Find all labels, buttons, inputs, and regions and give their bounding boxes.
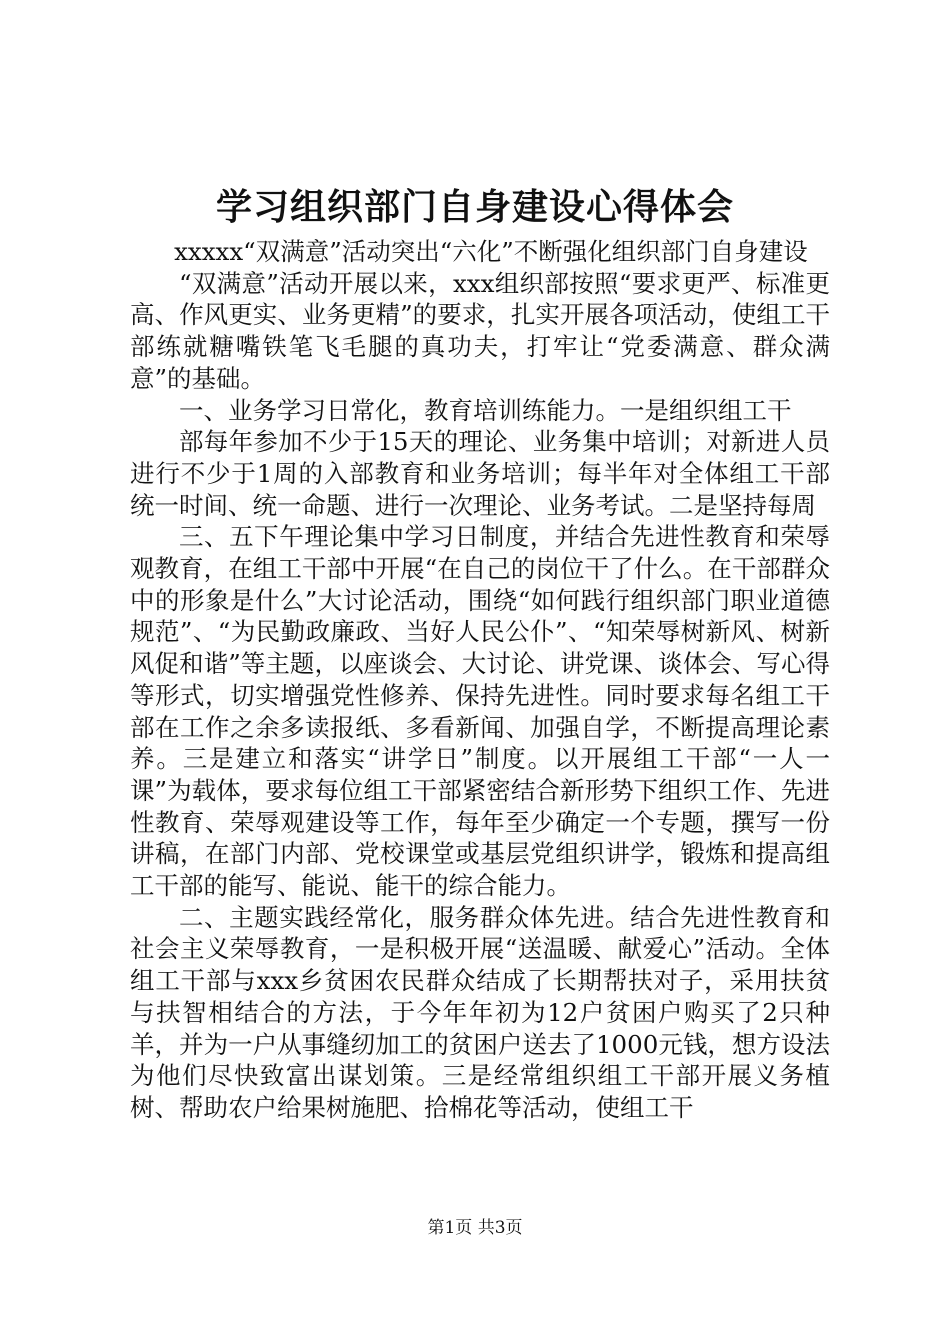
paragraph-section-1-heading: 一、业务学习日常化，教育培训练能力。一是组织组工干 xyxy=(179,395,792,425)
paragraph-study-system: 三、五下午理论集中学习日制度，并结合先进性教育和荣辱观教育，在组工干部中开展“在自己的岗位干了什么。在干部群众中的形象是什么”大讨论活动，围绕“如何践行组织部门职业道德规范”、“为民勤政廉政、当好人民公仆”、“知荣辱树新风、树新风促和谐”等主题，以座谈会、大讨论、讲党课、谈体会、写心得等形式，切实增强党性修养、保持先进性。同时要求每名组工干部在工作之余多读报纸、多看新闻、加强自学，不断提高理论素养。三是建立和落实“讲学日”制度。以开展组工干部“一人一课”为载体，要求每位组工干部紧密结合新形势下组织工作、先进性教育、荣辱观建设等工作，每年至少确定一个专题，撰写一份讲稿，在部门内部、党校课堂或基层党组织讲学，锻炼和提高组工干部的能写、能说、能干的综合能力。 xyxy=(130,522,830,901)
paragraph-subtitle: xxxxx“双满意”活动突出“六化”不断强化组织部门自身建设 xyxy=(174,237,808,266)
paragraph-intro: “双满意”活动开展以来，xxx组织部按照“要求更严、标准更高、作风更实、业务更精”的要求，扎实开展各项活动，使组工干部练就糖嘴铁笔飞毛腿的真功夫，打牢让“党委满意、群众满意”的基础。 xyxy=(130,268,830,393)
document-body xyxy=(130,236,830,1124)
page-footer: 第1页 共3页 xyxy=(427,1218,523,1238)
document-title: 学习组织部门自身建设心得体会 xyxy=(215,186,734,228)
paragraph-section-2: 二、主题实践经常化，服务群众体先进。结合先进性教育和社会主义荣辱教育，一是积极开展“送温暖、献爱心”活动。全体组工干部与xxx乡贫困农民群众结成了长期帮扶对子，采用扶贫与扶智相结合的方法，于今年年初为12户贫困户购买了2只种羊，并为一户从事缝纫加工的贫困户送去了1000元钱，想方设法为他们尽快致富出谋划策。三是经常组织组工干部开展义务植树、帮助农户给果树施肥、拾棉花等活动，使组工干 xyxy=(130,902,830,1122)
paragraph-section-1-body: 部每年参加不少于15天的理论、业务集中培训；对新进人员进行不少于1周的入部教育和业务培训；每半年对全体组工干部统一时间、统一命题、进行一次理论、业务考试。二是坚持每周 xyxy=(130,427,830,520)
